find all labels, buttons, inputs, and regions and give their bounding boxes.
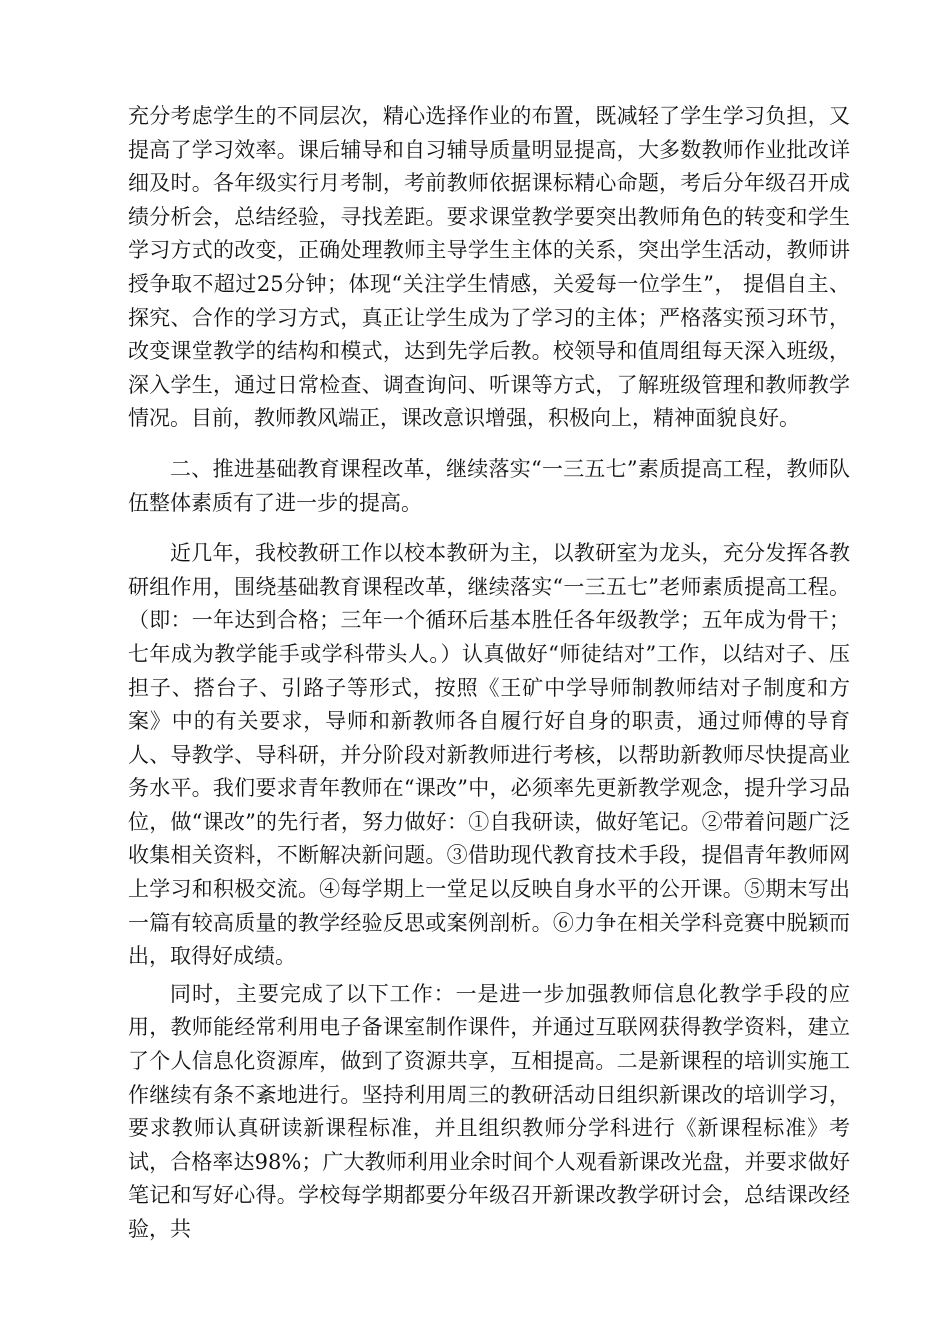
- section-heading-curriculum-reform: 二、推进基础教育课程改革，继续落实“一三五七”素质提高工程，教师队伍整体素质有了进一步的提高。: [128, 456, 850, 515]
- paragraph-teaching-research: 近几年，我校教研工作以校本教研为主，以教研室为龙头，充分发挥各教研组作用，围绕基础教育课程改革，继续落实“一三五七”老师素质提高工程。（即：一年达到合格；三年一个循环后基本胜任各年级教学；五年成为骨干；七年成为教学能手或学科带头人。）认真做好“师徒结对”工作，以结对子、压担子、搭台子、引路子等形式，按照《王矿中学导师制教师结对子制度和方案》中的有关要求，导师和新教师各自履行好自身的职责，通过师傅的导育人、导教学、导科研，并分阶段对新教师进行考核，以帮助新教师尽快提高业务水平。我们要求青年教师在“课改”中，必须率先更新教学观念，提升学习品位，做“课改”的先行者，努力做好：①自我研读，做好笔记。②带着问题广泛收集相关资料，不断解决新问题。③借助现代教育技术手段，提倡青年教师网上学习和积极交流。④每学期上一堂足以反映自身水平的公开课。⑤期末写出一篇有较高质量的教学经验反思或案例剖析。⑥力争在相关学科竞赛中脱颖而出，取得好成绩。: [128, 541, 850, 969]
- paragraph-teaching-practice: 充分考虑学生的不同层次，精心选择作业的布置，既减轻了学生学习负担，又提高了学习效率。课后辅导和自习辅导质量明显提高，大多数教师作业批改详细及时。各年级实行月考制，考前教师依据课标精心命题，考后分年级召开成绩分析会，总结经验，寻找差距。要求课堂教学要突出教师角色的转变和学生学习方式的改变，正确处理教师主导学生主体的关系，突出学生活动，教师讲授争取不超过25分钟；体现“关注学生情感，关爱每一位学生”， 提倡自主、探究、合作的学习方式，真正让学生成为了学习的主体；严格落实预习环节，改变课堂教学的结构和模式，达到先学后教。校领导和值周组每天深入班级，深入学生，通过日常检查、调查询问、听课等方式，了解班级管理和教师教学情况。目前，教师教风端正，课改意识增强，积极向上，精神面貌良好。: [128, 104, 850, 431]
- paragraph-completed-work: 同时，主要完成了以下工作：一是进一步加强教师信息化教学手段的应用，教师能经常利用电子备课室制作课件，并通过互联网获得教学资料，建立了个人信息化资源库，做到了资源共享，互相提高。二是新课程的培训实施工作继续有条不紊地进行。坚持利用周三的教研活动日组织新课改的培训学习，要求教师认真研读新课程标准，并且组织教师分学科进行《新课程标准》考试，合格率达98%；广大教师利用业余时间个人观看新课改光盘，并要求做好笔记和写好心得。学校每学期都要分年级召开新课改教学研讨会，总结课改经验，共: [128, 981, 850, 1241]
- document-page: [128, 100, 850, 1247]
